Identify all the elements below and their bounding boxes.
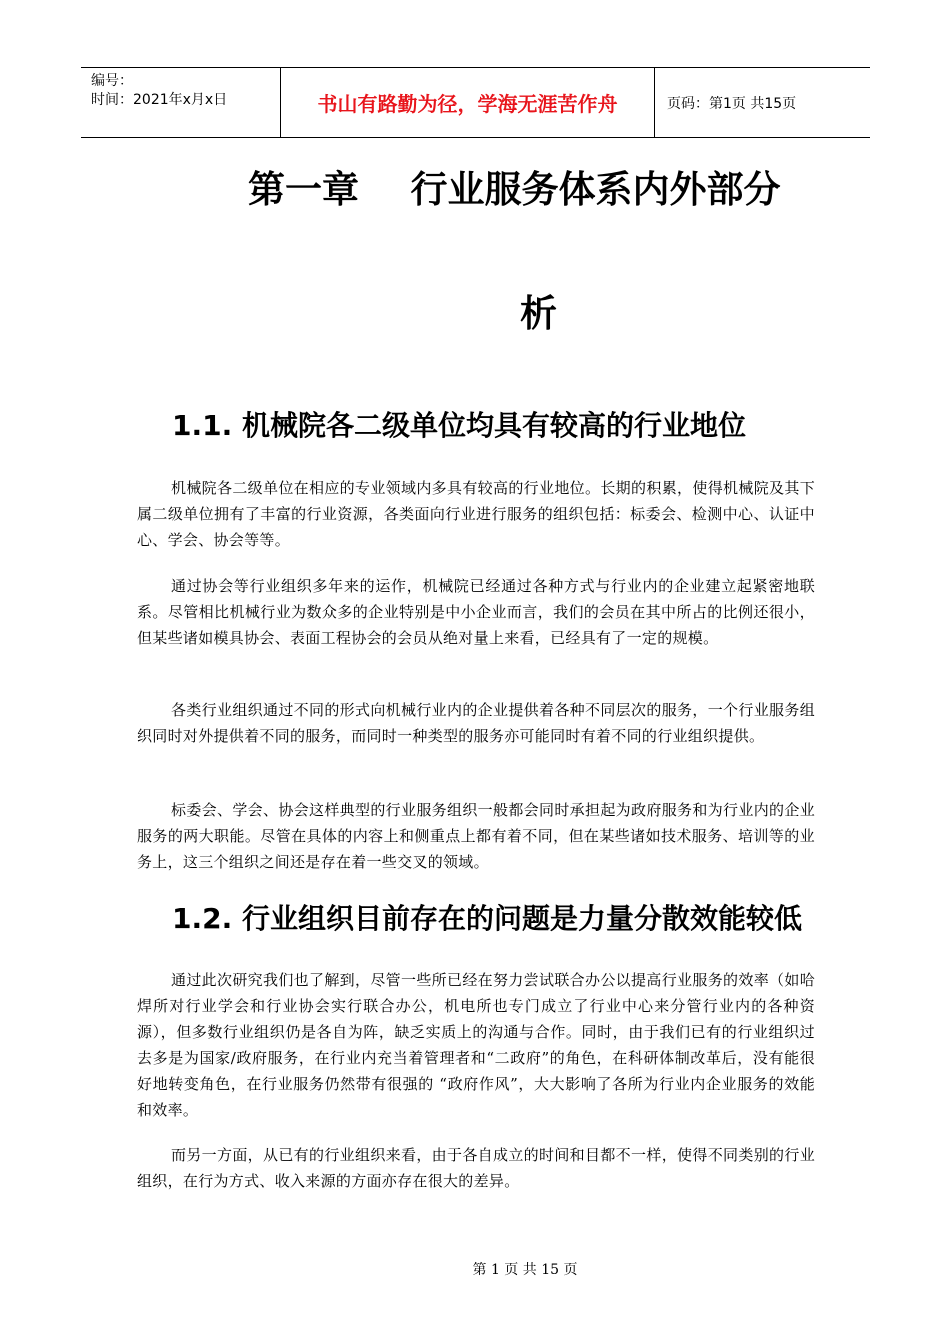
- paragraph: 机械院各二级单位在相应的专业领域内多具有较高的行业地位。长期的积累，使得机械院及其下属二级单位拥有了丰富的行业资源，各类面向行业进行服务的组织包括：标委会、检测中心、认证中心、学会、协会等等。: [137, 479, 815, 549]
- page-header: [81, 67, 870, 138]
- section-heading-1-2: 1.2. 行业组织目前存在的问题是力量分散效能较低: [172, 902, 802, 935]
- paragraph: 而另一方面，从已有的行业组织来看，由于各自成立的时间和目都不一样，使得不同类别的行业组织，在行为方式、收入来源的方面亦存在很大的差异。: [137, 1146, 815, 1190]
- paragraph: 标委会、学会、协会这样典型的行业服务组织一般都会同时承担起为政府服务和为行业内的企业服务的两大职能。尽管在具体的内容上和侧重点上都有着不同，但在某些诸如技术服务、培训等的业务上，这三个组织之间还是存在着一些交叉的领域。: [137, 801, 815, 871]
- paragraph: 各类行业组织通过不同的形式向机械行业内的企业提供着各种不同层次的服务，一个行业服务组织同时对外提供着不同的服务，而同时一种类型的服务亦可能同时有着不同的行业组织提供。: [137, 701, 815, 745]
- header-number-label: 编号：: [91, 73, 133, 89]
- header-motto: 书山有路勤为径，学海无涯苦作舟: [281, 68, 655, 137]
- header-time-label: 时间：2021年x月x日: [91, 92, 228, 108]
- paragraph: 通过协会等行业组织多年来的运作，机械院已经通过各种方式与行业内的企业建立起紧密地联系。尽管相比机械行业为数众多的企业特别是中小企业而言，我们的会员在其中所占的比例还很小，但某些诸如模具协会、表面工程协会的会员从绝对量上来看，已经具有了一定的规模。: [137, 577, 815, 647]
- chapter-title-line1: 第一章 行业服务体系内外部分: [248, 168, 781, 211]
- chapter-title-line2: 析: [520, 292, 557, 335]
- section-heading-1-1: 1.1. 机械院各二级单位均具有较高的行业地位: [172, 409, 746, 442]
- page-footer: 第 1 页 共 15 页: [472, 1262, 578, 1278]
- header-page-info: 页码：第1页 共15页: [667, 95, 797, 112]
- header-meta: [81, 68, 281, 137]
- paragraph: 通过此次研究我们也了解到，尽管一些所已经在努力尝试联合办公以提高行业服务的效率（如哈焊所对行业学会和行业协会实行联合办公，机电所也专门成立了行业中心来分管行业内的各种资源），但多数行业组织仍是各自为阵，缺乏实质上的沟通与合作。同时，由于我们已有的行业组织过去多是为国家/政府服务，在行业内充当着管理者和“二政府”的角色，在科研体制改革后，没有能很好地转变角色，在行业服务仍然带有很强的 “政府作风”，大大影响了各所为行业内企业服务的效能和效率。: [137, 971, 815, 1119]
